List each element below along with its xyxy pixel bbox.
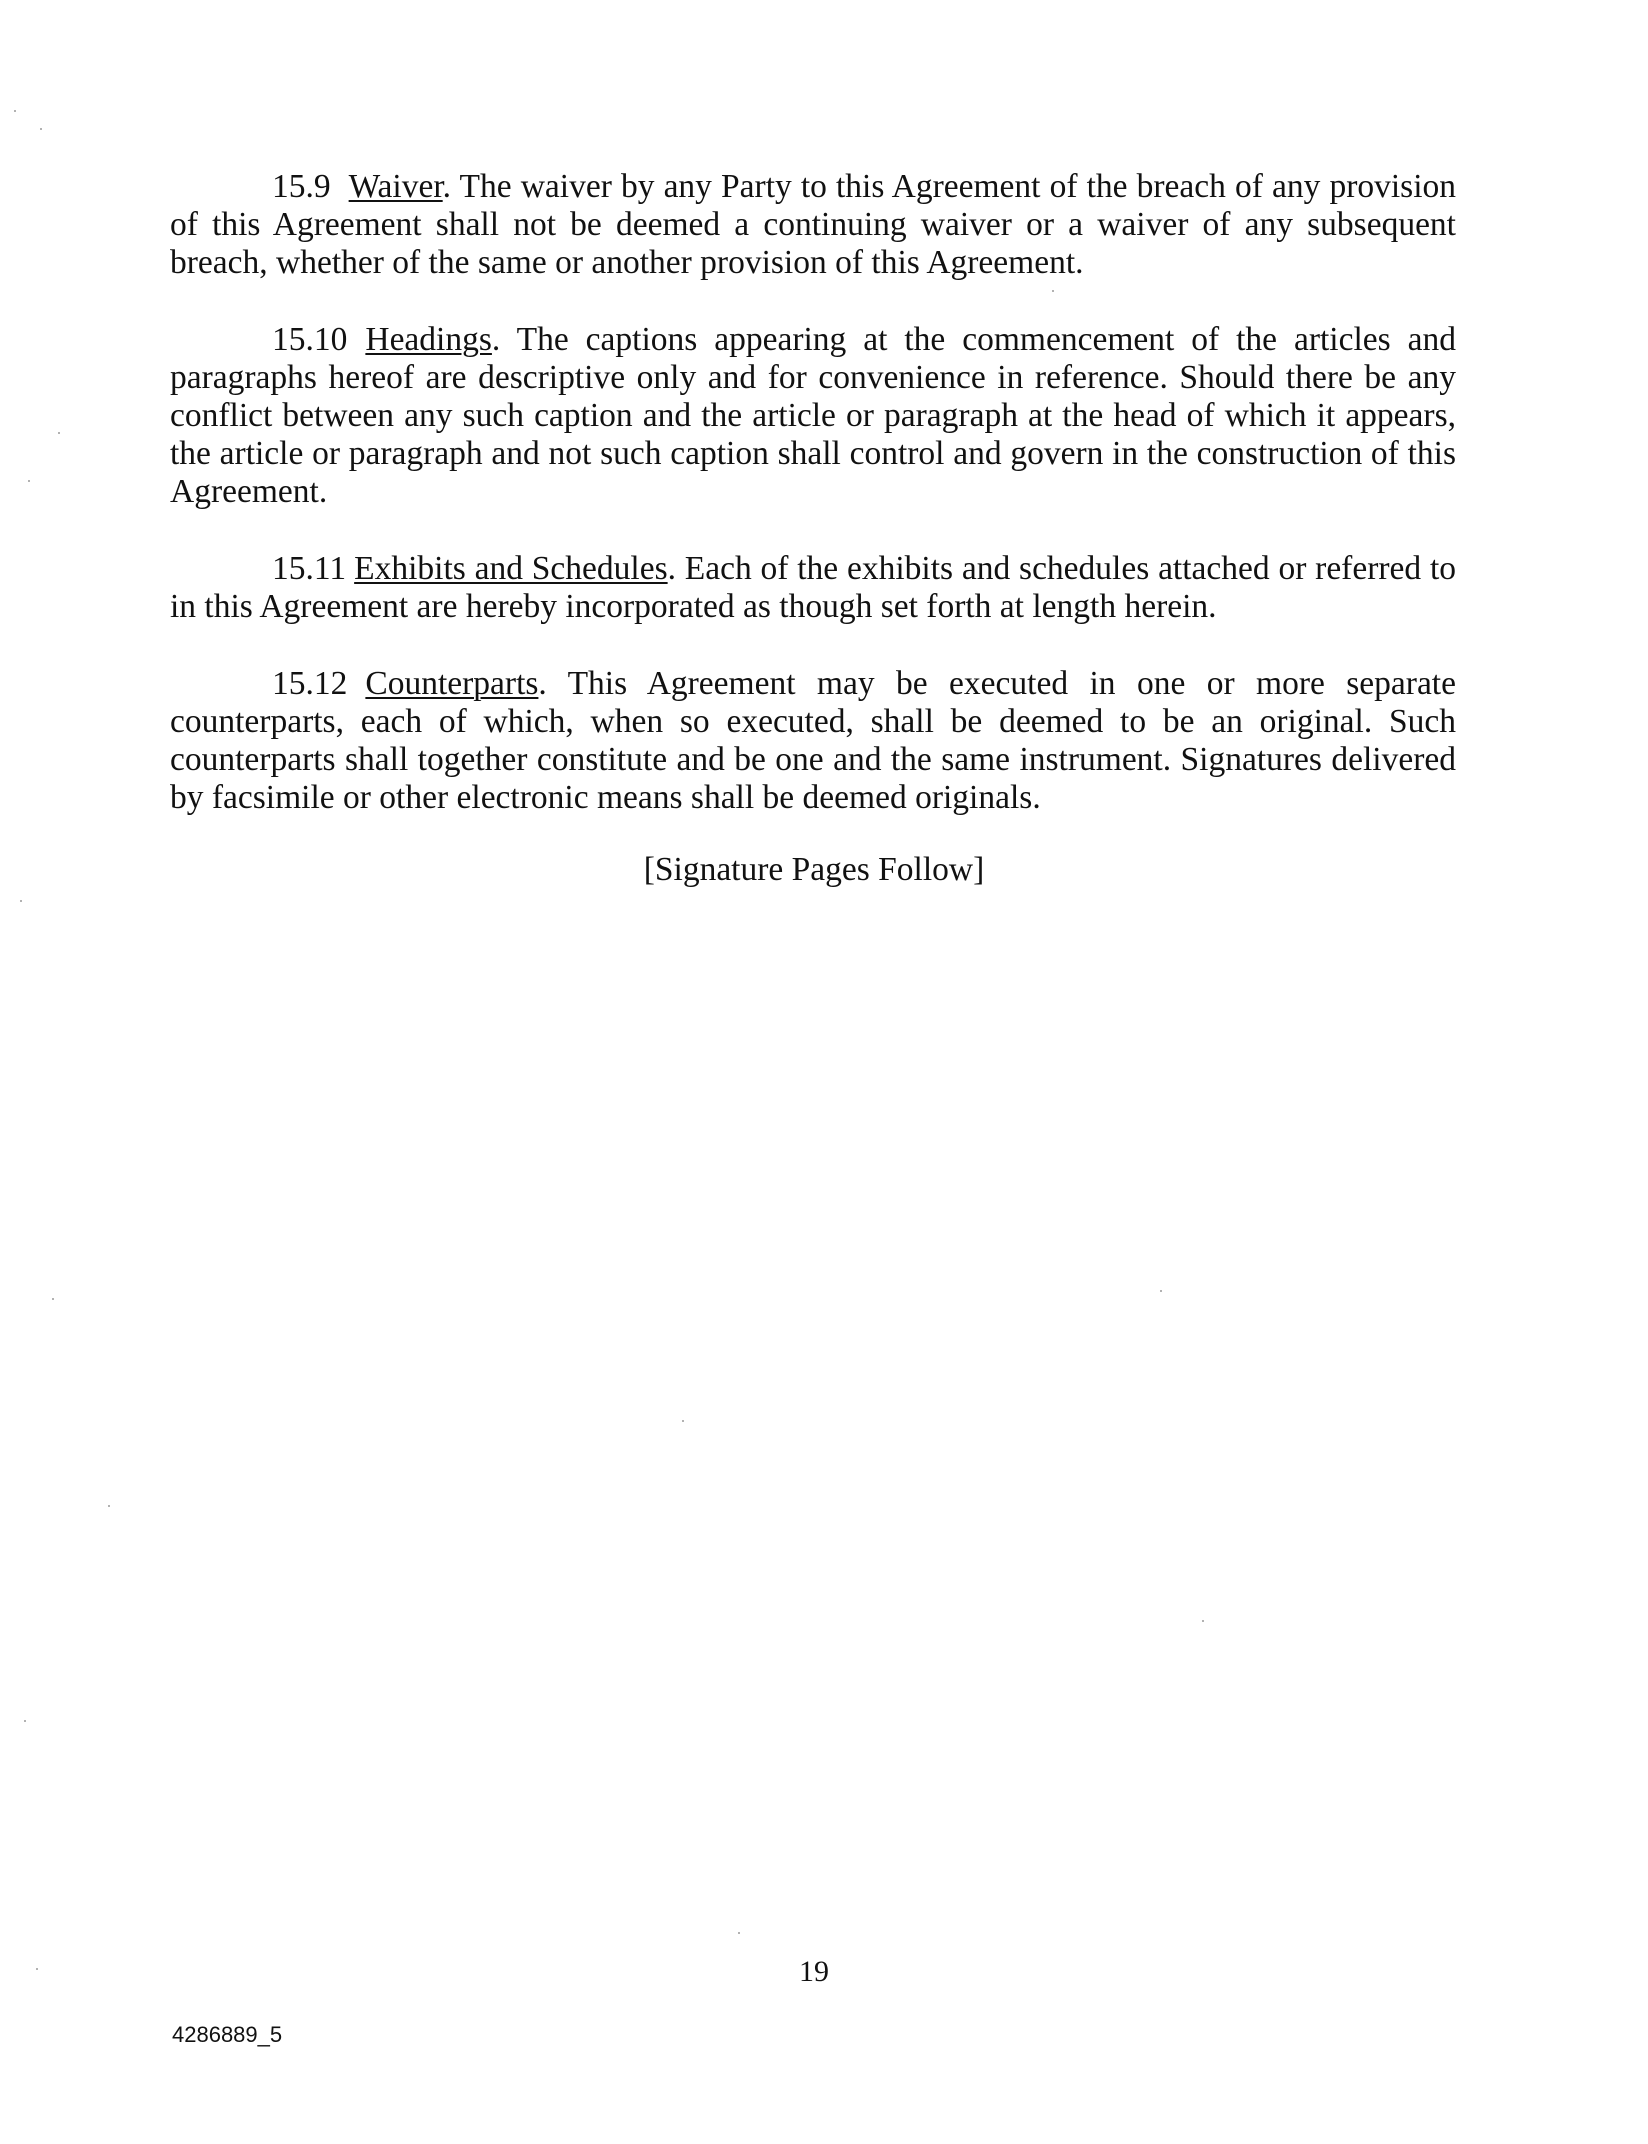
document-id: 4286889_5: [172, 2022, 283, 2047]
section-15-9: [170, 168, 1456, 282]
scan-speck: [52, 1298, 54, 1300]
scan-speck: [36, 1968, 38, 1970]
section-text: . Each of the exhibits and schedules attached or referred to in this Agreement are hereby incorporated as though set forth at length herein.: [170, 550, 1456, 625]
scan-speck: [1160, 1290, 1162, 1292]
page-number: 19: [799, 1955, 829, 1988]
section-number: 15.11: [272, 550, 347, 587]
scan-speck: [738, 1932, 740, 1934]
scan-speck: [24, 1720, 26, 1722]
scan-speck: [1052, 290, 1054, 292]
section-text: . The captions appearing at the commencement of the articles and paragraphs hereof are descriptive only and for convenience in reference. Should there be any conflict between any such caption and the article or paragraph at the head of which it appears, the article or paragraph and not such caption shall control and govern in the construction of this Agreement.: [170, 321, 1456, 510]
section-15-10: [170, 321, 1456, 511]
signature-pages-note: [Signature Pages Follow]: [643, 851, 985, 888]
scan-speck: [40, 128, 42, 130]
section-number: 15.10: [272, 321, 348, 358]
section-heading: Exhibits and Schedules: [354, 550, 668, 587]
section-heading: Headings: [365, 321, 492, 358]
scan-speck: [14, 110, 16, 112]
section-15-11: [170, 550, 1456, 626]
section-heading: Counterparts: [365, 665, 539, 702]
section-number: 15.9: [272, 168, 331, 205]
section-text: . The waiver by any Party to this Agreement of the breach of any provision of this Agreement shall not be deemed a continuing waiver or a waiver of any subsequent breach, whether of the same or another provision of this Agreement.: [170, 168, 1456, 281]
scan-speck: [682, 1420, 684, 1422]
scan-speck: [1202, 1620, 1204, 1622]
section-15-12: [170, 665, 1456, 817]
section-number: 15.12: [272, 665, 348, 702]
section-text: . This Agreement may be executed in one or more separate counterparts, each of which, when so executed, shall be deemed to be an original. Such counterparts shall together constitute and be one and the same instrument. Signatures delivered by facsimile or other electronic means shall be deemed originals.: [170, 665, 1456, 816]
scan-speck: [108, 1505, 110, 1507]
section-heading: Waiver: [348, 168, 443, 205]
scan-speck: [58, 432, 60, 434]
scan-speck: [28, 480, 30, 482]
scan-speck: [20, 900, 22, 902]
